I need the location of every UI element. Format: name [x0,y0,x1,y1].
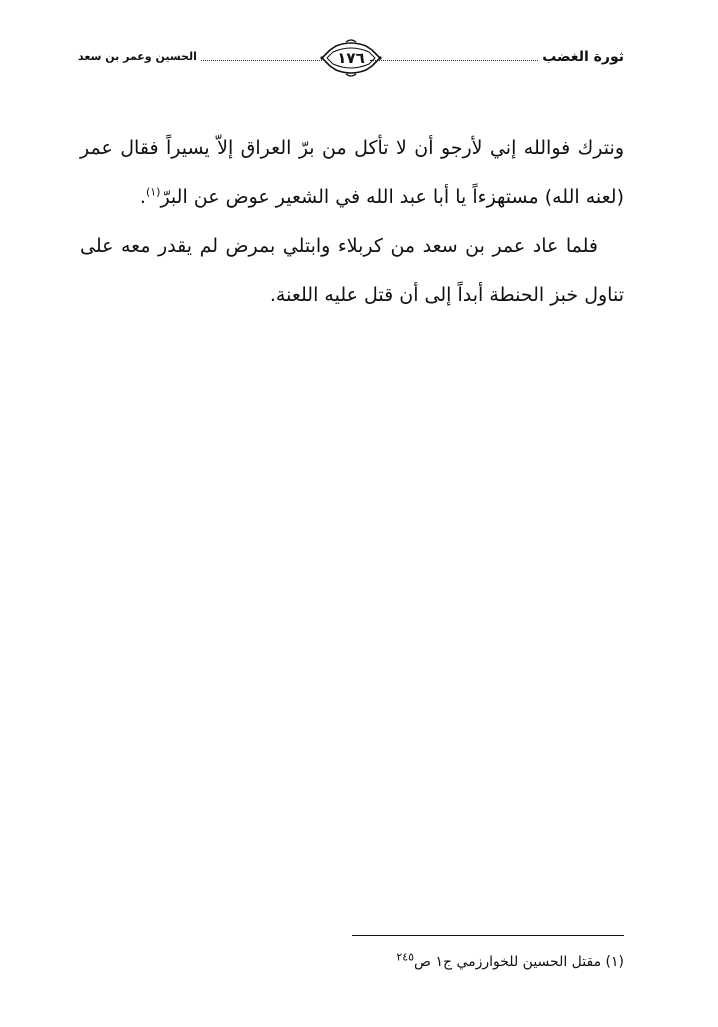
footnote [324,950,624,974]
footnote-separator [352,935,624,936]
paragraph-2-text: فلما عاد عمر بن سعد من كربلاء وابتلي بمرض لم يقدر معه على تناول خبز الحنطة أبداً إلى أن قتل عليه اللعنة. [80,235,624,306]
footnote-text: مقتل الحسين للخوارزمي ج١ ص [414,954,602,970]
page-number: ١٧٦ [337,49,365,67]
page-number-badge [318,38,384,78]
paragraph-2 [80,222,624,320]
running-header [78,38,624,82]
footnote-reference[interactable]: (١) [145,185,161,199]
header-left-group [78,46,326,68]
footnote-page-ref: ٢٤٥ [396,950,415,964]
header-right-group [366,46,624,68]
header-dot-leader-left [201,60,322,61]
body-text [80,124,624,320]
paragraph-1 [80,124,624,222]
paragraph-1-text: ونترك فوالله إني لأرجو أن لا تأكل من برّ العراق إلاّ يسيراً فقال عمر (لعنه الله) مستهزءاً يا أبا عبد الله في الشعير عوض عن البرّ [80,137,624,208]
footnote-marker: (١) [605,954,624,970]
paragraph-1-tail: . [139,186,146,208]
header-title: ثورة الغضب [542,49,624,65]
header-subtitle: الحسين وعمر بن سعد [78,50,197,63]
header-dot-leader-right [370,60,538,61]
